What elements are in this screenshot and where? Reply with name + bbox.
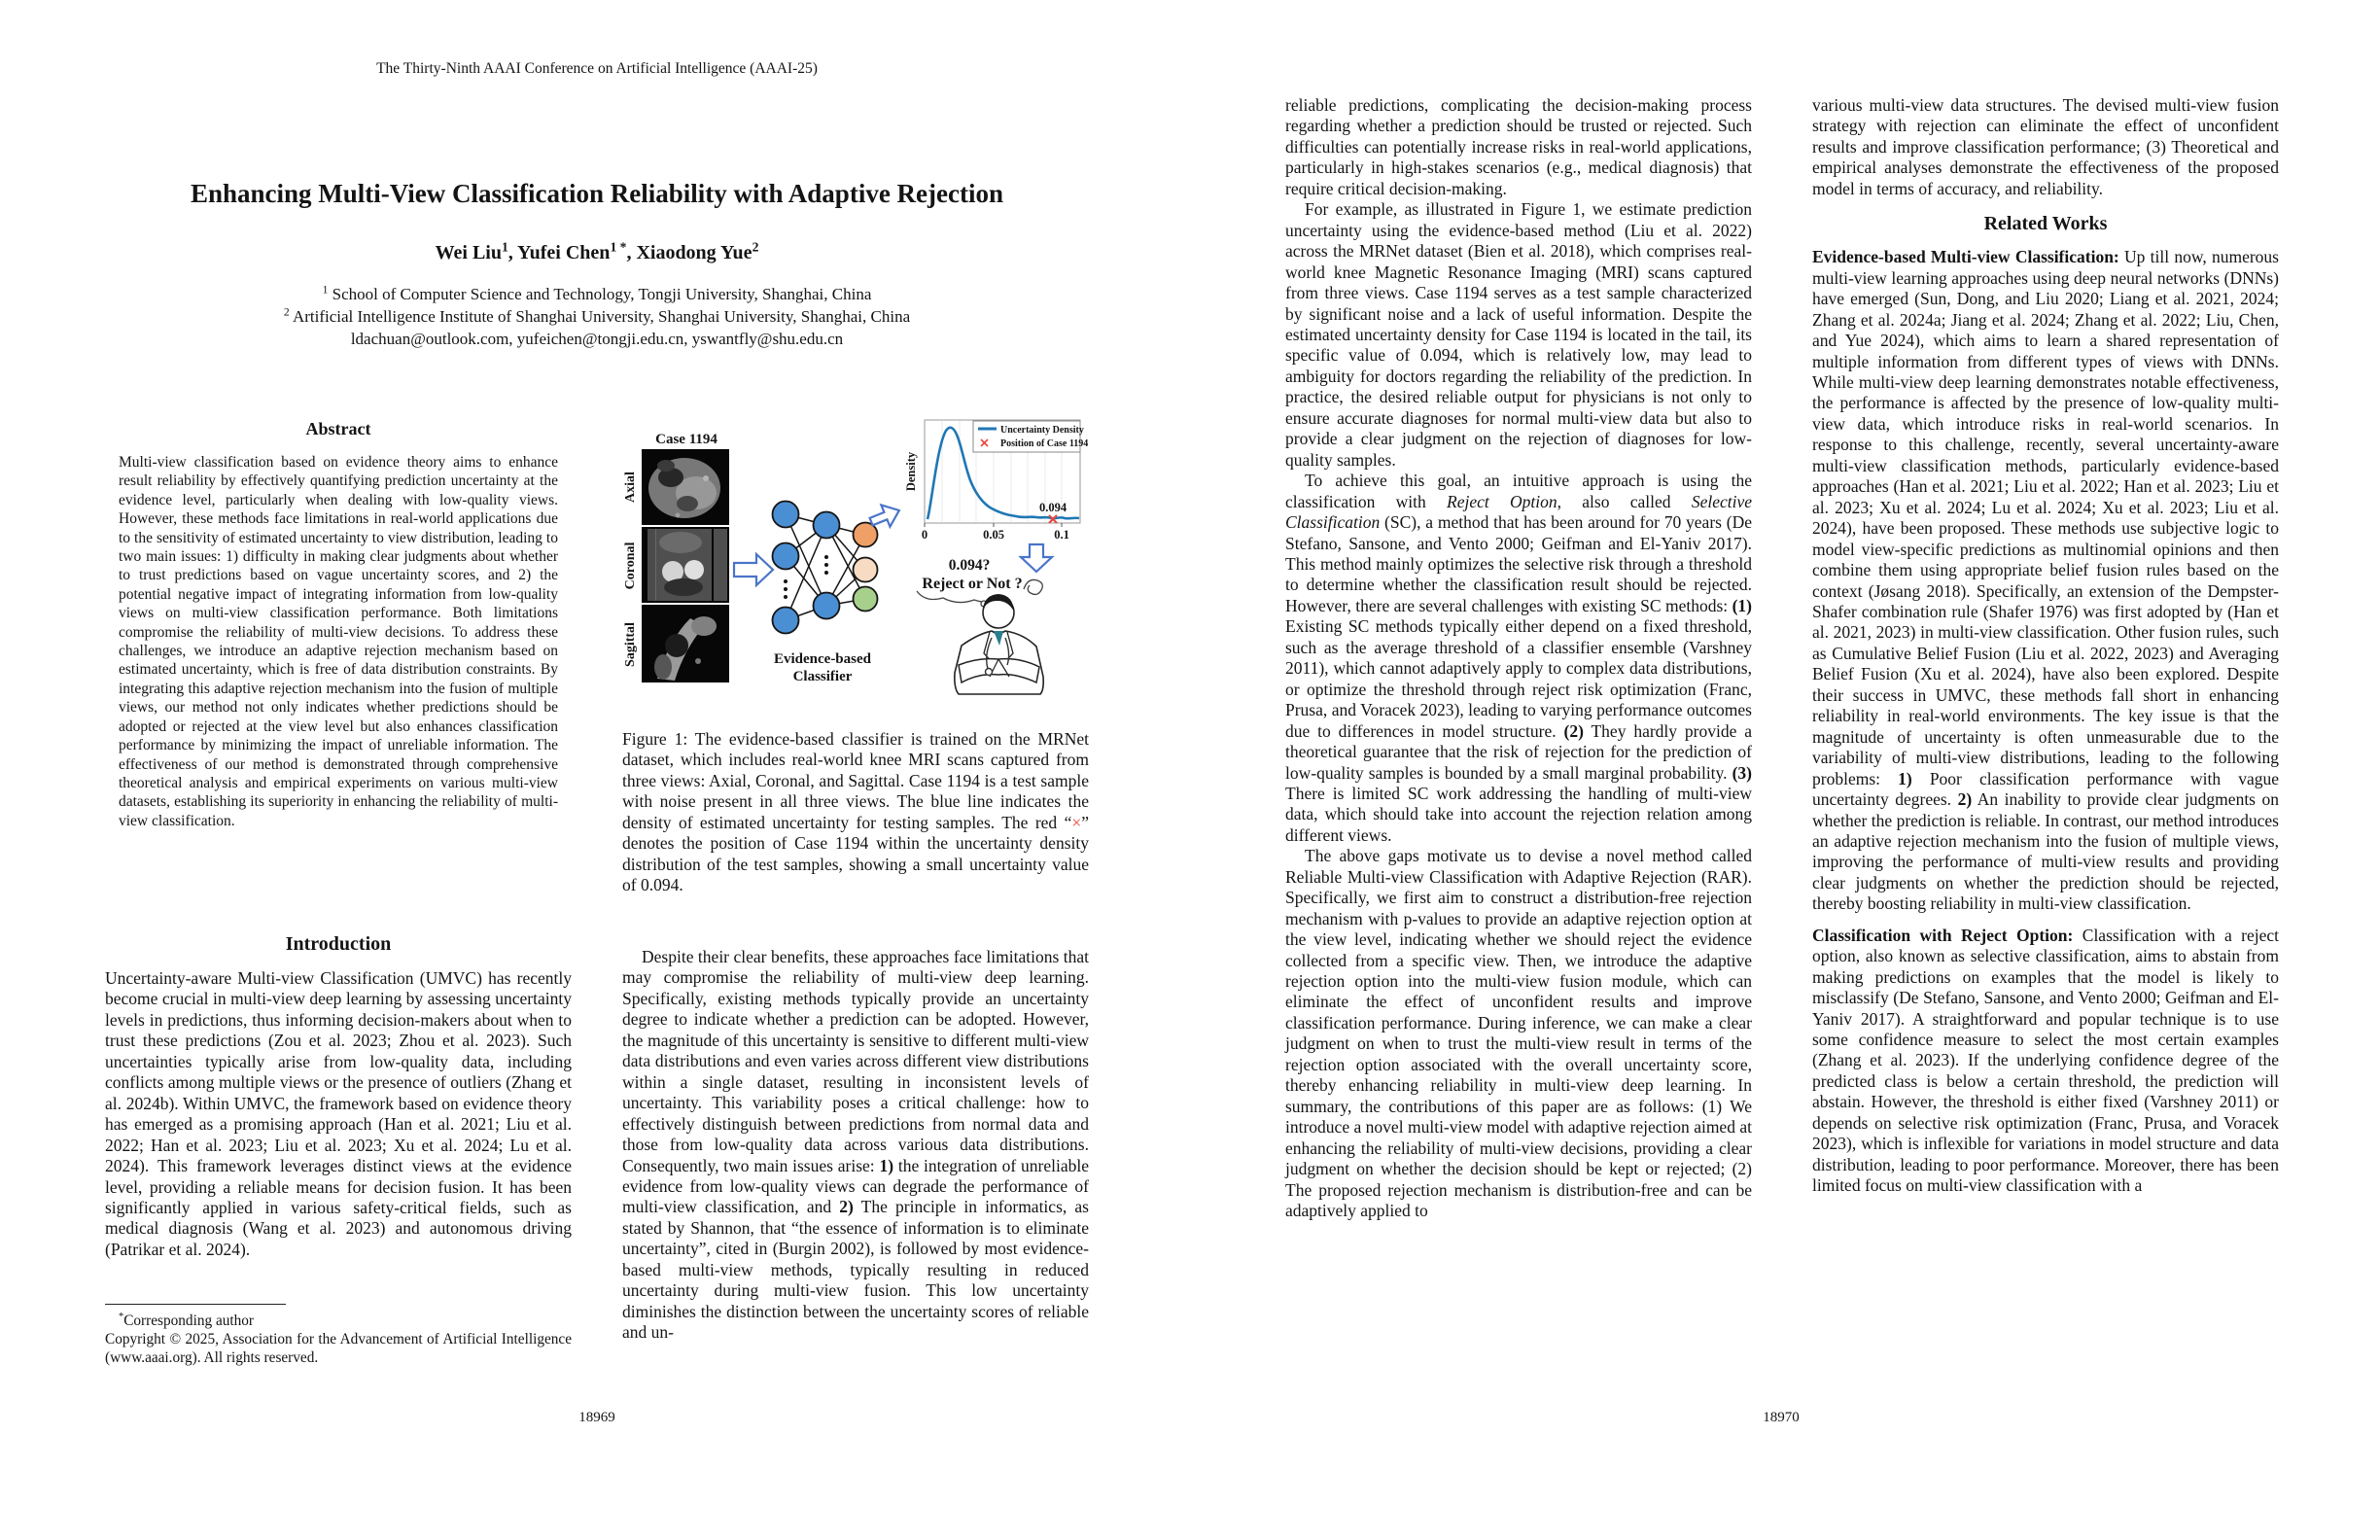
- introduction-heading: Introduction: [285, 933, 392, 955]
- page-number-2: 18970: [1763, 1410, 1800, 1425]
- coronal-label: Coronal: [623, 542, 638, 590]
- hidden-node-icon: [814, 593, 840, 619]
- footnote: [105, 1304, 572, 1367]
- abstract-section: [105, 419, 572, 830]
- x-tick-005: 0.05: [983, 528, 1004, 542]
- classifier-label-line1: Evidence-based: [773, 651, 872, 667]
- figure-1: [622, 418, 1089, 727]
- page2-left-column: [1285, 95, 1752, 1221]
- x-tick-0: 0: [921, 528, 928, 542]
- output-node-icon: [854, 587, 878, 612]
- introduction-paragraph: Uncertainty-aware Multi-view Classification (UMVC) has recently become crucial in multi-view deep learning by assessing uncertainty levels in predictions, thus informing decision-makers about when to trust these predictions (Zou et al. 2023; Zhou et al. 2023). Such uncertainties typically arise from low-quality data, including conflicts among multiple views or the presence of outliers (Zhang et al. 2024b). Within UMVC, the framework based on evidence theory has emerged as a promising approach (Han et al. 2021; Liu et al. 2022; Han et al. 2023; Liu et al. 2023; Xu et al. 2024; Lu et al. 2024). This framework leverages distinct views at the evidence level, providing a reliable means for decision fusion. It has been significantly applied in various safety-critical fields, such as medical diagnosis (Wang et al. 2023) and autonomous driving (Patrikar et al. 2024).: [105, 968, 572, 1259]
- page1-column2: [622, 947, 1089, 1344]
- stethoscope-chestpiece-icon: [986, 669, 993, 676]
- conference-header: The Thirty-Ninth AAAI Conference on Artificial Intelligence (AAAI-25): [376, 60, 818, 77]
- mri-coronal-image: [642, 527, 729, 603]
- abstract-heading: Abstract: [305, 419, 371, 438]
- legend-line-label: Uncertainty Density: [1000, 425, 1084, 436]
- legend-box: [973, 421, 1088, 452]
- affiliation-line-2: $^2$ Artificial Intelligence Institute of Shanghai University, Shanghai University, Shanghai, China: [283, 305, 911, 326]
- annotation-value: 0.094: [1038, 501, 1068, 514]
- legend-marker-label: Position of Case 1194: [1000, 438, 1089, 449]
- output-node-icon: [854, 558, 878, 582]
- body-paragraph: various multi-view data structures. The devised multi-view fusion strategy with rejection can eliminate the effect of unconfident results and improve classification performance; (3) Theoretical and empirical analyses demonstrate the effectiveness of the proposed model in terms of accuracy, and reliability.: [1812, 95, 2279, 198]
- abstract-text: Multi-view classification based on evidence theory aims to enhance result reliability by effectively quantifying prediction uncertainty at the evidence level, particularly when dealing with low-quality views. However, these methods face limitations in real-world applications due to the sensitivity of estimated uncertainty to view distribution, leading to two main issues: 1) difficulty in making clear judgments about whether to trust predictions based on vague uncertainty scores, and 2) the potential negative impact of integrating information from low-quality views on multi-view classification performance. Both limitations compromise the reliability of multi-view decisions. To address these challenges, we introduce an adaptive rejection mechanism based on estimated uncertainty, which is free of data distribution constraints. By integrating this adaptive rejection mechanism into the fusion of multiple views, our method not only indicates whether predictions should be adopted or rejected at the view level but also enhances classification performance by minimizing the impact of unreliable information. The effectiveness of our method is demonstrated through comprehensive theoretical analysis and empirical experiments on various multi-view datasets, establishing its superiority in enhancing the reliability of multi-view classification.: [119, 454, 558, 829]
- footnote-rule: [105, 1304, 286, 1305]
- swirl-doodle-icon: [1024, 579, 1042, 594]
- page-title: Enhancing Multi-View Classification Reliability with Adaptive Rejection: [191, 179, 1003, 208]
- body-paragraph: The above gaps motivate us to devise a novel method called Reliable Multi-view Classification with Adaptive Rejection (RAR). Specifically, we first aim to construct a distribution-free rejection mechanism with p-values to provide an adaptive rejection option at the view level, indicating whether we should reject the evidence collected from a specific view. Then, we introduce the adaptive rejection option into the multi-view fusion module, which can eliminate the effect of unconfident results and improve classification performance. During inference, we can make a clear judgment on when to trust the multi-view result in terms of the rejection option associated with the overall uncertainty score, thereby enhancing reliability in multi-view deep learning. In summary, the contributions of this paper are as follows: (1) We introduce a novel multi-view model with adaptive rejection aimed at enhancing the reliability of multi-view decisions, providing a clear judgment on whether the decision should be kept or rejected; (2) The proposed rejection mechanism is distribution-free and can be adaptively applied to: [1285, 846, 1752, 1221]
- figure-caption: Figure 1: The evidence-based classifier is trained on the MRNet dataset, which includes real-world knee MRI scans captured from three views: Axial, Coronal, and Sagittal. Case 1194 is a test sample with noise present in all three views. The blue line indicates the density of estimated uncertainty for testing samples. The red “×” denotes the position of Case 1194 within the uncertainty density distribution of the test samples, showing a small uncertainty value of 0.094.: [622, 729, 1089, 895]
- body-paragraph: For example, as illustrated in Figure 1, we estimate prediction uncertainty using the evidence-based method (Liu et al. 2022) across the MRNet dataset (Bien et al. 2018), which comprises real-world knee Magnetic Resonance Imaging (MRI) scans captured from three views. Case 1194 serves as a test sample characterized by significant noise and a lack of useful information. Despite the estimated uncertainty density for Case 1194 is located in the tail, its specific value of 0.094, which is relatively low, may lead to ambiguity for doctors regarding the reliability of the prediction. In practice, the desired reliable output for physicians is not only to ensure accurate diagnoses for normal multi-view data but also to provide a clear judgment on the rejection of diagnoses for low-quality samples.: [1285, 199, 1752, 470]
- authors-line: Wei Liu$^1$, Yufei Chen$^{1 *}$, Xiaodong Yue$^2$: [435, 239, 759, 263]
- down-arrow-icon: [1021, 544, 1052, 572]
- copyright-note: Copyright © 2025, Association for the Advancement of Artificial Intelligence (www.aaai.org). All rights reserved.: [105, 1331, 572, 1366]
- case-label: Case 1194: [655, 432, 718, 447]
- body-paragraph: To achieve this goal, an intuitive approach is using the classification with Reject Option, also called Selective Classification (SC), a method that has been around for 70 years (De Stefano, Sansone, and Vento 2000; Geifman and El-Yaniv 2017). This method mainly optimizes the selective risk through a threshold to determine whether the classification result should be rejected. However, there are several challenges with existing SC methods: (1) Existing SC methods typically either depend on a fixed threshold, such as the average threshold of a classifier ensemble (Varshney 2011), which cannot adaptively apply to complex data distributions, or optimize the threshold through reject risk optimization (Franc, Prusa, and Voracek 2023), leading to varying performance outcomes due to differences in model structure. (2) They hardly provide a theoretical guarantee that the risk of rejection for the prediction of low-quality samples is bounded by a small marginal probability. (3) There is limited SC work addressing the handling of multi-view data, which should take into account the rejection relation among different views.: [1285, 471, 1753, 845]
- input-node-icon: [773, 502, 799, 528]
- question-value: 0.094?: [948, 557, 991, 574]
- input-node-icon: [773, 608, 799, 634]
- body-paragraph: reliable predictions, complicating the decision-making process regarding whether a prediction should be trusted or rejected. Such difficulties can potentially increase risks in real-world applications, particularly in high-stakes scenarios (e.g., medical diagnosis) that require critical decision-making.: [1285, 95, 1752, 198]
- affiliation-line-1: $^1$ School of Computer Science and Technology, Tongji University, Shanghai, China: [322, 283, 872, 303]
- sagittal-label: Sagittal: [623, 622, 638, 667]
- neural-network-diagram: [773, 502, 878, 634]
- introduction-section: [105, 933, 572, 1260]
- related-works-heading: Related Works: [1983, 213, 2108, 235]
- question-text: Reject or Not ?: [922, 576, 1023, 592]
- doctor-illustration: [955, 594, 1043, 694]
- classifier-label-line2: Classifier: [792, 669, 853, 684]
- input-arrow-icon: [734, 554, 773, 585]
- page-number-1: 18969: [578, 1410, 615, 1425]
- subsection-reject-option: Classification with Reject Option: Classification with a reject option, also known as selective classification, aims to abstain from making predictions on examples that the model is likely to misclassify (De Stefano, Sansone, and Vento 2000; Geifman and El-Yaniv 2017). A straightforward and popular technique is to use some confidence measure to select the most certain examples (Zhang et al. 2023). If the underlying confidence degree of the predicted class is below a certain threshold, the prediction will abstain. However, the threshold is either fixed (Varshney 2011) or depends on selective risk optimization (Franc, Prusa, and Voracek 2023), which is inflexible for variations in model structure and data distribution, leading to poor performance. Moreover, there has been limited focus on multi-view classification with a: [1812, 925, 2279, 1196]
- axial-label: Axial: [623, 472, 638, 503]
- hidden-node-icon: [814, 512, 840, 539]
- corresponding-author-note: *Corresponding author: [119, 1311, 255, 1329]
- x-tick-01: 0.1: [1054, 528, 1069, 542]
- output-node-icon: [854, 523, 878, 547]
- mri-axial-image: [642, 449, 729, 525]
- y-axis-label: Density: [904, 451, 918, 492]
- body-paragraph: Despite their clear benefits, these approaches face limitations that may compromise the reliability of multi-view deep learning. Specifically, existing methods typically provide an uncertainty degree to indicate whether a prediction can be adopted. However, the magnitude of this uncertainty is sensitive to different multi-view data distributions and even varies across different view distributions within a single dataset, resulting in inconsistent levels of uncertainty. This variability poses a critical challenge: how to effectively distinguish between predictions from normal data and those from low-quality data across various data distributions. Consequently, two main issues arise: 1) the integration of unreliable evidence from low-quality views can degrade the performance of multi-view classification, and 2) The principle in informatics, as stated by Shannon, that “the essence of information is to eliminate uncertainty”, cited in (Burgin 2002), is followed by most evidence-based multi-view methods, typically resulting in reduced uncertainty during multi-view fusion. This low uncertainty diminishes the distinction between the uncertainty scores of reliable and un-: [622, 947, 1090, 1343]
- density-plot: [904, 420, 1088, 542]
- input-node-icon: [773, 543, 799, 570]
- subsection-evidence-based: Evidence-based Multi-view Classification: Up till now, numerous multi-view learning approaches using deep neural networks (DNNs) have emerged (Sun, Dong, and Liu 2020; Liang et al. 2021, 2024; Zhang et al. 2024a; Jiang et al. 2024; Zhang et al. 2022; Liu, Chen, and Yue 2024), which aims to learn a shared representation of multiple information from different types of views with DNNs. While multi-view deep learning demonstrates notable effectiveness, the performance is affected by the presence of low-quality multi-view data, which introduce risks in real-world scenarios. In response to this challenge, recently, several uncertainty-aware multi-view classification methods, particularly evidence-based approaches (Han et al. 2021; Liu et al. 2022; Han et al. 2023; Liu et al. 2023; Xu et al. 2024; Lu et al. 2024; Xu et al. 2023; Liu et al. 2024), have been proposed. These methods use subjective logic to model view-specific predictions as multinomial opinions and then combine them using appropriate belief fusion rules based on the context (Jøsang 2018). Specifically, an extension of the Dempster-Shafer combination rule (Shafer 1976) was first adopted by (Han et al. 2021, 2023) in multi-view classification. Other fusion rules, such as Cumulative Belief Fusion (Liu et al. 2022, 2023) and Averaging Belief Fusion (Xu et al. 2024), have also been explored. Despite their success in UMVC, these methods fall short in enhancing reliability in real-world environments. The key issue is that the magnitude of uncertainty is often unmeasurable due to the variability of multi-view distributions, leading to the following problems: 1) Poor classification performance with vague uncertainty degrees. 2) An inability to provide clear judgments on whether the prediction is reliable. In contrast, our method introduces an adaptive rejection mechanism into the fusion of multiple views, improving the performance of multi-view results and providing clear judgments on whether the prediction should be rejected, thereby boosting reliability in multi-view classification.: [1812, 247, 2280, 914]
- page2-right-column: [1812, 95, 2279, 1197]
- emails-line: ldachuan@outlook.com, yufeichen@tongji.edu.cn, yswantfly@shu.edu.cn: [350, 330, 844, 348]
- mri-sagittal-image: [642, 605, 729, 682]
